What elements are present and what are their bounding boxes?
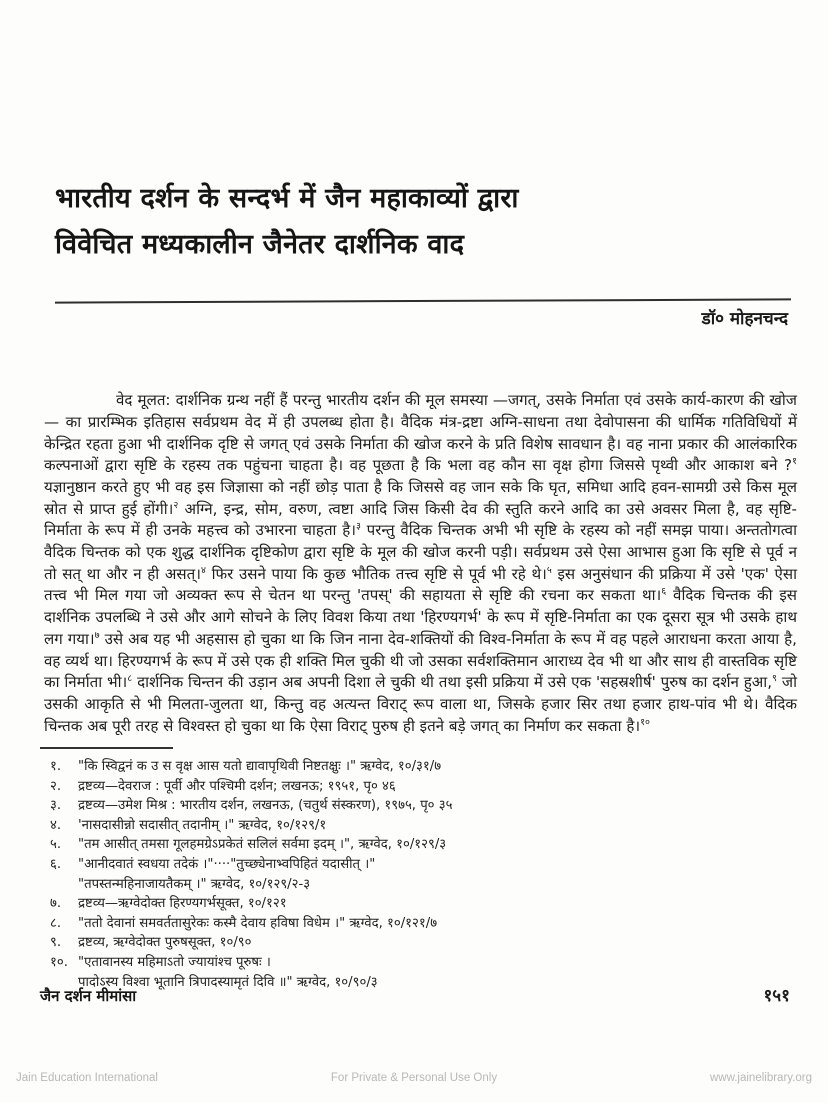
footnote-item	[50, 855, 794, 894]
footnote-line: द्रष्टव्य—देवराज : पूर्वी और पश्चिमी दर्शन; लखनऊ; १९५१, पृ० ४६	[78, 778, 396, 794]
footnote-item	[50, 835, 794, 855]
article-title-line-2: विवेचित मध्यकालीन जैनेतर दार्शनिक वाद	[55, 229, 465, 260]
journal-title: जैन दर्शन मीमांसा	[40, 987, 137, 1005]
footnote-text	[78, 855, 794, 894]
watermark-right: www.jainelibrary.org	[709, 1072, 812, 1084]
footnote-number: ९.	[50, 935, 62, 951]
footnote-number: १०.	[50, 954, 68, 970]
footnote-number: ६.	[50, 856, 62, 872]
footnote-marker: ९	[772, 673, 777, 685]
footnote-line: "एतावानस्य महिमाऽतो ज्यायांश्च पूरुषः ।	[78, 954, 271, 970]
footnote-item	[50, 894, 794, 914]
article-title	[55, 176, 755, 268]
scan-watermark-bar	[16, 1072, 812, 1084]
footnote-line: द्रष्टव्य—ऋग्वेदोक्त हिरण्यगर्भसूक्त, १०/१२१	[78, 896, 287, 912]
footnote-number: ८.	[50, 915, 62, 931]
article-title-line-1: भारतीय दर्शन के सन्दर्भ में जैन महाकाव्यों द्वारा	[55, 183, 519, 214]
footnote-line: 'नासदासीन्नो सदासीत् तदानीम् ।" ऋग्वेद, १०/१२९/१	[78, 817, 327, 833]
footnote-item	[50, 796, 794, 816]
footnote-text	[78, 757, 794, 777]
footnote-text	[78, 894, 794, 914]
page-number: १५१	[763, 986, 790, 1006]
footnote-marker: ६	[661, 586, 667, 598]
watermark-left: Jain Education International	[16, 1072, 158, 1084]
footnote-line: "आनीदवातं स्वधया तदेकं ।"····"तुच्छ्येनाभ्वपिहितं यदासीत् ।"	[78, 856, 376, 872]
title-divider-rule	[55, 298, 791, 303]
footnote-marker: २	[173, 499, 179, 511]
footnote-marker: ३	[355, 521, 361, 533]
footnote-item	[50, 816, 794, 836]
body-paragraph: वेद मूलत: दार्शनिक ग्रन्थ नहीं हैं परन्तु भारतीय दर्शन की मूल समस्या —जगत्, उसके निर्माता एवं उसके कार्य-कारण की खोज— का प्रारम्भिक इतिहास सर्वप्रथम वेद में ही उपलब्ध होता है। वैदिक मंत्र-द्रष्टा अग्नि-साधना तथा देवोपासना की धार्मिक गतिविधियों में केन्द्रित रहता हुआ भी दार्शनिक दृष्टि से जगत् एवं उसके निर्माता की खोज करने के प्रति विशेष सावधान है। वह नाना प्रकार की आलंकारिक कल्पनाओं द्वारा सृष्टि के रहस्य तक पहुंचना चाहता है। वह पूछता है कि भला वह कौन सा वृक्ष होगा जिससे पृथ्वी और आकाश बने ?$^१$ यज्ञानुष्ठान करते हुए भी वह इस जिज्ञासा को नहीं छोड़ पाता है कि जिससे वह जान सके कि घृत, समिधा आदि हवन-सामग्री उसे किस मूल स्रोत से प्राप्त हुई होंगी।$^२$ अग्नि, इन्द्र, सोम, वरुण, त्वष्टा आदि जिस किसी देव की स्तुति करने आदि का उसे अवसर मिला है, वह सृष्टि-निर्माता के रूप में ही उनके महत्त्व को उभारना चाहता है।$^३$ परन्तु वैदिक चिन्तक अभी भी सृष्टि के रहस्य को नहीं समझ पाया। अन्ततोगत्वा वैदिक चिन्तक को एक शुद्ध दार्शनिक दृष्टिकोण द्वारा सृष्टि के मूल की खोज करनी पड़ी। सर्वप्रथम उसे ऐसा आभास हुआ कि सृष्टि से पूर्व न तो सत् था और न ही असत्।$^४$ फिर उसने पाया कि कुछ भौतिक तत्त्व सृष्टि से पूर्व भी रहे थे।$^५$ इस अनुसंधान की प्रक्रिया में उसे 'एक' ऐसा तत्त्व भी मिल गया जो अव्यक्त रूप से चेतन था परन्तु 'तपस्' की सहायता से सृष्टि की रचना कर सकता था।$^६$ वैदिक चिन्तक की इस दार्शनिक उपलब्धि ने उसे और आगे सोचने के लिए विवश किया तथा 'हिरण्यगर्भ' के रूप में सृष्टि-निर्माता का एक दूसरा सूत्र भी उसके हाथ लग गया।$^७$ उसे अब यह भी अहसास हो चुका था कि जिन नाना देव-शक्तियों की विश्व-निर्माता के रूप में वह पहले आराधना करता आया है, वह व्यर्थ था। हिरण्यगर्भ के रूप में उसे एक ही शक्ति मिल चुकी थी जो उसका सर्वशक्तिमान आराध्य देव भी था और साथ ही वास्तविक सृष्टि का निर्माता भी।$^८$ दार्शनिक चिन्तन की उड़ान अब अपनी दिशा ले चुकी थी तथा इसी प्रक्रिया में उसे एक 'सहस्रशीर्ष' पुरुष का दर्शन हुआ,$^९$ जो उसकी आकृति से भी मिलता-जुलता था, किन्तु वह अत्यन्त विराट् रूप वाला था, जिसके हजार सिर तथा हजार हाथ-पांव भी थे। वैदिक चिन्तक अब पूरी तरह से विश्वस्त हो चुका था कि ऐसा विराट् पुरुष ही इतने बड़े जगत् का निर्माण कर सकता है।$^{१०}$	[44, 391, 797, 735]
footnote-number: ७.	[50, 896, 62, 912]
footnote-separator-rule	[40, 747, 173, 749]
footnote-line: द्रष्टव्य, ऋग्वेदोक्त पुरुषसूक्त, १०/९०	[78, 935, 252, 951]
footnote-number: १.	[50, 759, 62, 774]
footnote-line: द्रष्टव्य—उमेश मिश्र : भारतीय दर्शन, लखनऊ, (चतुर्थ संस्करण), १९७५, पृ० ३५	[78, 798, 453, 814]
footnote-item	[50, 777, 794, 797]
footnote-number: ५.	[50, 837, 62, 853]
footnote-text	[78, 914, 794, 934]
footnote-text	[78, 933, 794, 953]
footnote-text	[78, 777, 794, 797]
footnotes-list	[50, 757, 794, 992]
footnote-marker: ५	[546, 564, 552, 576]
footnote-number: ४.	[50, 817, 62, 833]
footnote-line: पादोऽस्य विश्वा भूतानि त्रिपादस्यामृतं दिवि ॥" ऋग्वेद, १०/९०/३	[78, 974, 378, 990]
footnote-marker: १	[792, 456, 797, 468]
footnote-text	[78, 796, 794, 816]
author-name: डॉ० मोहनचन्द	[701, 309, 788, 329]
footnote-line: "ततो देवानां समवर्ततासुरेकः कस्मै देवाय हविषा विधेम ।" ऋग्वेद, १०/१२१/७	[78, 915, 438, 931]
footnote-text	[78, 835, 794, 855]
watermark-center: For Private & Personal Use Only	[330, 1072, 498, 1084]
footnote-line: "तपस्तन्महिनाजायतैकम् ।" ऋग्वेद, १०/१२९/२-३	[78, 876, 311, 892]
footnote-line: "तम आसीत् तमसा गूलहमग्रेऽप्रकेतं सलिलं सर्वमा इदम् ।", ऋग्वेद, १०/१२९/३	[78, 837, 447, 853]
footnote-item	[50, 914, 794, 934]
page-footer	[40, 983, 790, 1006]
footnote-marker: ७	[94, 629, 100, 641]
footnote-text	[78, 816, 794, 836]
footnote-number: ३.	[50, 798, 62, 814]
footnote-marker: १०	[640, 716, 650, 728]
footnote-marker: ८	[127, 673, 133, 685]
footnote-line: "कि स्विद्वनं क उ स वृक्ष आस यतो द्यावापृथिवी निष्टतक्षुः ।" ऋग्वेद, १०/३१/७	[78, 759, 442, 774]
footnote-number: २.	[50, 778, 62, 794]
footnote-item	[50, 757, 794, 777]
footnote-item	[50, 933, 794, 953]
footnote-marker: ४	[200, 564, 206, 576]
